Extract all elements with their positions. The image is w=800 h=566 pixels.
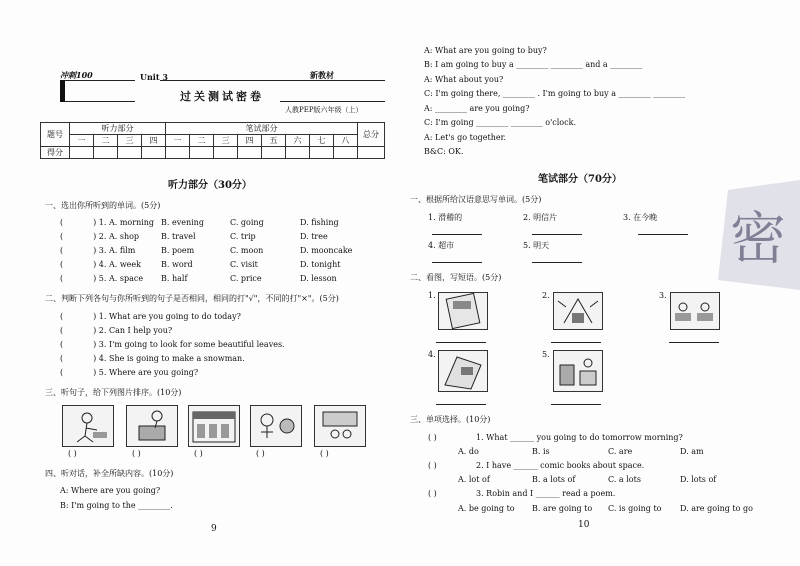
list-item: ( ) 4. She is going to make a snowman. <box>60 354 245 363</box>
question-stem: 3. Robin and I ______ read a poem. <box>476 489 616 498</box>
option-d: D. mooncake <box>300 246 353 255</box>
list-item: ( ) 2. A. shop <box>60 232 140 241</box>
picture-3 <box>188 405 240 447</box>
answer-line[interactable] <box>532 234 582 235</box>
option-b: B. half <box>161 274 188 283</box>
table-cell: 一 <box>166 135 190 147</box>
answer-paren[interactable]: ( ) <box>428 489 437 498</box>
option-b: B. are going to <box>532 504 593 513</box>
dialog-line: C: I'm going there, ________ . I'm going to buy a ________ ________ <box>424 89 686 98</box>
option-b: B. poem <box>161 246 195 255</box>
table-score-label: 得分 <box>41 147 70 159</box>
option-b: B. evening <box>161 218 204 227</box>
brand-label: 冲刺100 <box>60 70 93 80</box>
option-c: C. is going to <box>608 504 662 513</box>
score-cell[interactable] <box>334 147 358 159</box>
score-cell[interactable] <box>118 147 142 159</box>
picture-1 <box>62 405 114 447</box>
option-d: D. are going to go <box>680 504 753 513</box>
option-c: C. going <box>230 218 264 227</box>
score-cell[interactable] <box>166 147 190 159</box>
option-d: D. tonight <box>300 260 341 269</box>
answer-line[interactable] <box>432 234 482 235</box>
option-c: C. a lots <box>608 475 641 484</box>
answer-paren[interactable]: ( ) <box>428 461 437 470</box>
table-header-listen: 听力部分 <box>70 123 166 135</box>
shop-picture <box>553 350 603 392</box>
option-d: D. tree <box>300 232 328 241</box>
w2-title: 二、看图，写短语。(5分) <box>410 273 502 282</box>
lamp-picture <box>553 292 603 330</box>
option-d: D. fishing <box>300 218 339 227</box>
picture-label: 3. <box>659 291 667 300</box>
answer-line[interactable] <box>638 234 688 235</box>
page-number: 10 <box>578 520 590 530</box>
option-a: A. do <box>458 447 479 456</box>
option-c: C. visit <box>230 260 258 269</box>
score-cell[interactable] <box>94 147 118 159</box>
w1-title: 一、根据所给汉语意思写单词。(5分) <box>410 195 542 204</box>
picture-4 <box>250 405 302 447</box>
option-c: C. trip <box>230 232 256 241</box>
answer-line[interactable] <box>436 404 486 405</box>
book-picture <box>438 292 488 330</box>
score-cell[interactable] <box>142 147 166 159</box>
score-cell[interactable] <box>262 147 286 159</box>
option-c: C. price <box>230 274 262 283</box>
option-a: A. be going to <box>458 504 515 513</box>
answer-paren[interactable]: ( ) <box>132 449 141 458</box>
edition-label: 人教PEP版六年级（上） <box>285 106 363 114</box>
answer-paren[interactable]: ( ) <box>428 433 437 442</box>
listening-section-title: 听力部分（30分） <box>168 180 252 191</box>
picture-2 <box>126 405 178 447</box>
picture-5 <box>314 405 366 447</box>
option-c: C. are <box>608 447 633 456</box>
table-cell: 一 <box>70 135 94 147</box>
option-b: B. is <box>532 447 550 456</box>
table-cell: 七 <box>310 135 334 147</box>
dialog-line: A: Where are you going? <box>60 486 161 495</box>
option-d: D. lesson <box>300 274 337 283</box>
table-cell: 四 <box>142 135 166 147</box>
unit-label: Unit 3 <box>140 72 168 82</box>
list-item: ( ) 3. I'm going to look for some beautiful leaves. <box>60 340 285 349</box>
option-d: D. lots of <box>680 475 717 484</box>
list-item: ( ) 3. A. film <box>60 246 136 255</box>
secret-stamp <box>718 180 800 290</box>
list-item: ( ) 5. A. space <box>60 274 144 283</box>
question-stem: 2. I have ______ comic books about space. <box>476 461 645 470</box>
list-item: ( ) 1. What are you going to do today? <box>60 312 241 321</box>
dialog-line: A: What are you going to buy? <box>424 46 547 55</box>
dialog-line: C: I'm going ________ ________ o'clock. <box>424 118 576 127</box>
score-cell[interactable] <box>310 147 334 159</box>
table-cell: 三 <box>214 135 238 147</box>
picture-label: 1. <box>428 291 436 300</box>
answer-paren[interactable]: ( ) <box>256 449 265 458</box>
table-cell: 五 <box>262 135 286 147</box>
table-cell: 三 <box>118 135 142 147</box>
vocab-item: 2. 明信片 <box>523 213 558 222</box>
score-cell[interactable] <box>214 147 238 159</box>
option-d: D. am <box>680 447 704 456</box>
dialog-line: A: Let's go together. <box>424 133 507 142</box>
list-item: ( ) 5. Where are you going? <box>60 368 199 377</box>
vocab-item: 4. 超市 <box>428 241 455 250</box>
score-cell[interactable] <box>286 147 310 159</box>
dialog-line: B: I'm going to the ________. <box>60 501 173 510</box>
q4-title: 四、听对话，补全所缺内容。(10分) <box>45 469 174 478</box>
picture-label: 5. <box>542 350 550 359</box>
option-b: B. word <box>161 260 193 269</box>
table-header-write: 笔试部分 <box>166 123 358 135</box>
stamp-char: 密 <box>730 207 786 272</box>
page-number: 9 <box>211 524 217 534</box>
new-material-label: 新教材 <box>310 70 334 80</box>
table-cell: 六 <box>286 135 310 147</box>
question-stem: 1. What ______ you going to do tomorrow morning? <box>476 433 683 442</box>
vocab-item: 5. 明天 <box>523 241 550 250</box>
q3-title: 三、听句子，给下列图片排序。(10分) <box>45 388 182 397</box>
option-c: C. moon <box>230 246 264 255</box>
classroom-picture <box>670 292 720 330</box>
picture-label: 2. <box>542 291 550 300</box>
dialog-line: B: I am going to buy a ________ ________ and a ________ <box>424 60 643 69</box>
option-b: B. travel <box>161 232 196 241</box>
dialog-line: A: What about you? <box>424 75 504 84</box>
table-cell: 二 <box>94 135 118 147</box>
answer-line[interactable] <box>436 342 486 343</box>
picture-label: 4. <box>428 350 436 359</box>
header-bar <box>60 80 65 102</box>
q1-title: 一、选出你所听到的单词。(5分) <box>45 201 161 210</box>
q2-title: 二、判断下列各句与你所听到的句子是否相同，相同的打"√"，不同的打"×"。(5分) <box>45 294 339 303</box>
writing-section-title: 笔试部分（70分） <box>538 174 622 185</box>
answer-line[interactable] <box>551 342 601 343</box>
list-item: ( ) 1. A. morning <box>60 218 155 227</box>
option-b: B. a lots of <box>532 475 576 484</box>
score-cell[interactable] <box>358 147 385 159</box>
answer-line[interactable] <box>669 342 719 343</box>
comic-book-picture <box>438 350 488 392</box>
w3-title: 三、单项选择。(10分) <box>410 415 491 424</box>
list-item: ( ) 4. A. week <box>60 260 141 269</box>
option-a: A. lot of <box>458 475 490 484</box>
dialog-line: B&C: OK. <box>424 147 464 156</box>
table-cell: 八 <box>334 135 358 147</box>
table-header-total: 总分 <box>358 123 385 147</box>
answer-paren[interactable]: ( ) <box>320 449 329 458</box>
score-cell[interactable] <box>70 147 94 159</box>
answer-line[interactable] <box>532 262 582 263</box>
table-cell: 二 <box>190 135 214 147</box>
answer-paren[interactable]: ( ) <box>194 449 203 458</box>
score-table <box>40 122 385 159</box>
score-cell[interactable] <box>238 147 262 159</box>
table-header-num: 题号 <box>41 123 70 147</box>
answer-line[interactable] <box>551 404 601 405</box>
score-cell[interactable] <box>190 147 214 159</box>
dialog-line: A: ________ are you going? <box>424 104 530 113</box>
table-cell: 四 <box>238 135 262 147</box>
list-item: ( ) 2. Can I help you? <box>60 326 173 335</box>
answer-paren[interactable]: ( ) <box>68 449 77 458</box>
vocab-item: 3. 在今晚 <box>623 213 658 222</box>
page-title: 过关测试密卷 <box>180 90 264 103</box>
vocab-item: 1. 滑稽的 <box>428 213 463 222</box>
answer-line[interactable] <box>432 262 482 263</box>
